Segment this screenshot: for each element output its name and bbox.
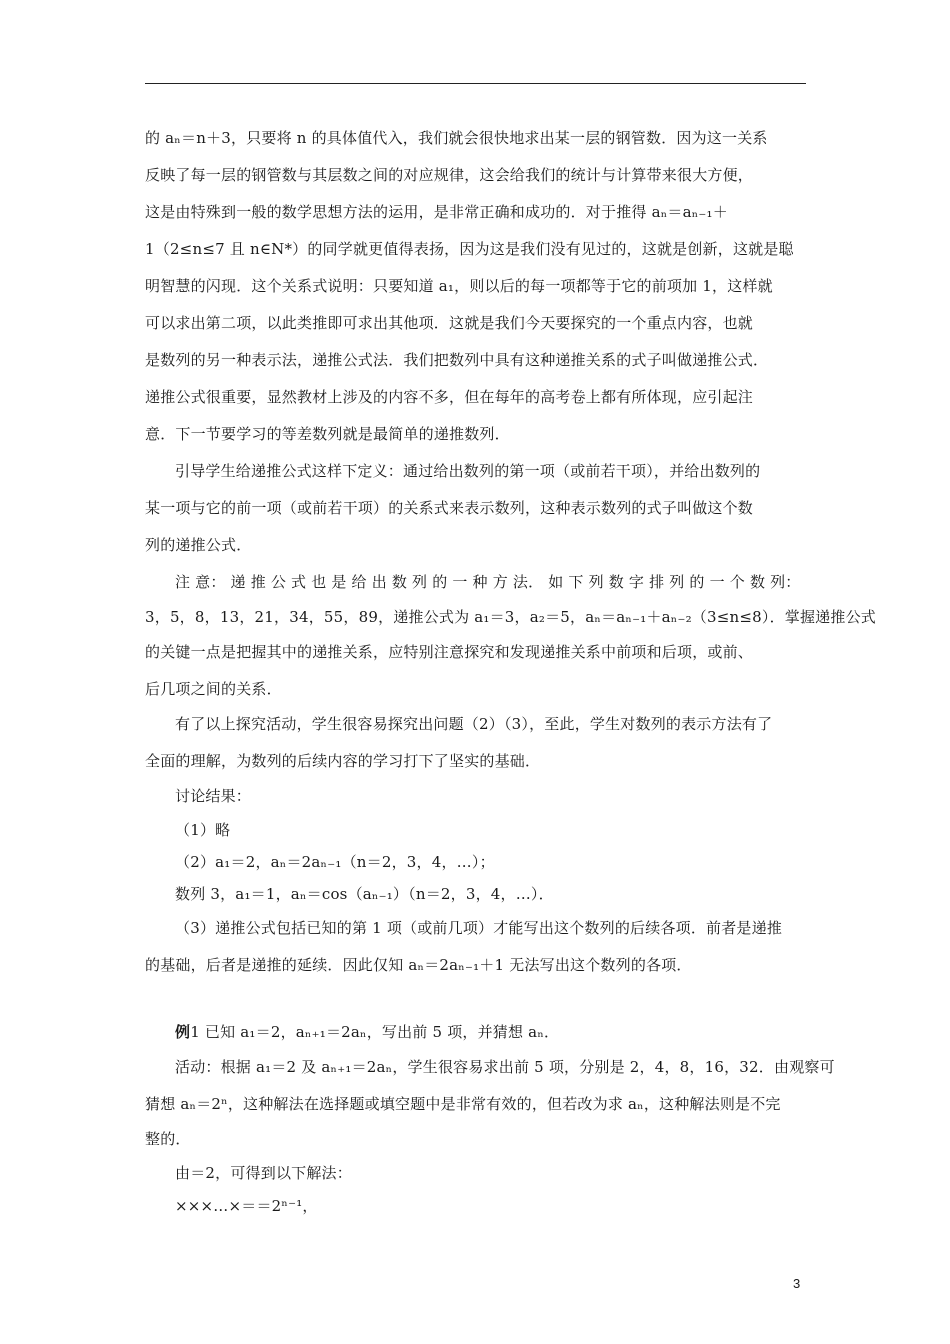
example-line	[175, 1022, 559, 1042]
text-line: （1）略	[175, 821, 231, 839]
text-line: 列的递推公式．	[145, 536, 252, 554]
text-line: 这是由特殊到一般的数学思想方法的运用，是非常正确和成功的．对于推得 aₙ＝aₙ₋₁＋	[145, 203, 728, 221]
text-line: 猜想 aₙ＝2ⁿ，这种解法在选择题或填空题中是非常有效的，但若改为求 aₙ，这种解法则是不完	[145, 1095, 781, 1113]
text-line: 的关键一点是把握其中的递推关系，应特别注意探究和发现递推关系中前项和后项，或前、	[145, 643, 754, 661]
example-text: 1 已知 a₁＝2，aₙ₊₁＝2aₙ，写出前 5 项，并猜想 aₙ．	[190, 1023, 560, 1041]
text-line: 后几项之间的关系．	[145, 680, 282, 698]
text-line: （2）a₁＝2，aₙ＝2aₙ₋₁（n＝2，3，4，…）；	[175, 853, 495, 871]
text-line: 3，5，8，13，21，34，55，89，递推公式为 a₁＝3，a₂＝5，aₙ＝aₙ₋₁＋aₙ₋₂（3≤n≤8）．掌握递推公式	[145, 608, 876, 626]
text-line: 由＝2，可得到以下解法：	[175, 1164, 352, 1182]
text-line: 是数列的另一种表示法，递推公式法．我们把数列中具有这种递推关系的式子叫做递推公式．	[145, 351, 769, 369]
text-line: 的 aₙ＝n＋3，只要将 n 的具体值代入，我们就会很快地求出某一层的钢管数．因为这一关系	[145, 129, 768, 147]
text-line: 全面的理解，为数列的后续内容的学习打下了坚实的基础．	[145, 752, 541, 770]
example-label: 例	[175, 1023, 191, 1041]
text-line: 注 意： 递 推 公 式 也 是 给 出 数 列 的 一 种 方 法． 如 下 列 数 字 排 列 的 一 个 数 列：	[175, 573, 801, 591]
text-line: 讨论结果：	[175, 787, 252, 805]
text-line: 整的．	[145, 1130, 191, 1148]
text-line: 的基础，后者是递推的延续．因此仅知 aₙ＝2aₙ₋₁＋1 无法写出这个数列的各项．	[145, 956, 692, 974]
text-line: 意．下一节要学习的等差数列就是最简单的递推数列．	[145, 425, 510, 443]
text-line: 引导学生给递推公式这样下定义：通过给出数列的第一项（或前若干项），并给出数列的	[175, 462, 761, 480]
text-line: ×××…×＝＝2ⁿ⁻¹，	[175, 1197, 318, 1215]
text-line: 活动：根据 a₁＝2 及 aₙ₊₁＝2aₙ，学生很容易求出前 5 项，分别是 2，4，8，16，32．由观察可	[175, 1058, 835, 1076]
header-rule	[145, 83, 806, 84]
text-line: 递推公式很重要，显然教材上涉及的内容不多，但在每年的高考卷上都有所体现，应引起注	[145, 388, 754, 406]
text-line: （3）递推公式包括已知的第 1 项（或前几项）才能写出这个数列的后续各项．前者是递推	[175, 919, 783, 937]
text-line: 反映了每一层的钢管数与其层数之间的对应规律，这会给我们的统计与计算带来很大方便，	[145, 166, 754, 184]
text-line: 有了以上探究活动，学生很容易探究出问题（2）（3），至此，学生对数列的表示方法有了	[175, 715, 773, 733]
text-line: 1（2≤n≤7 且 n∈N*）的同学就更值得表扬，因为这是我们没有见过的，这就是创新，这就是聪	[145, 240, 794, 258]
text-line: 明智慧的闪现．这个关系式说明：只要知道 a₁，则以后的每一项都等于它的前项加 1，这样就	[145, 277, 773, 295]
text-line: 可以求出第二项，以此类推即可求出其他项．这就是我们今天要探究的一个重点内容，也就	[145, 314, 754, 332]
text-line: 某一项与它的前一项（或前若干项）的关系式来表示数列，这种表示数列的式子叫做这个数	[145, 499, 754, 517]
page-number: 3	[793, 1276, 801, 1291]
text-line: 数列 3，a₁＝1，aₙ＝cos（aₙ₋₁）（n＝2，3，4，…）．	[175, 885, 554, 903]
